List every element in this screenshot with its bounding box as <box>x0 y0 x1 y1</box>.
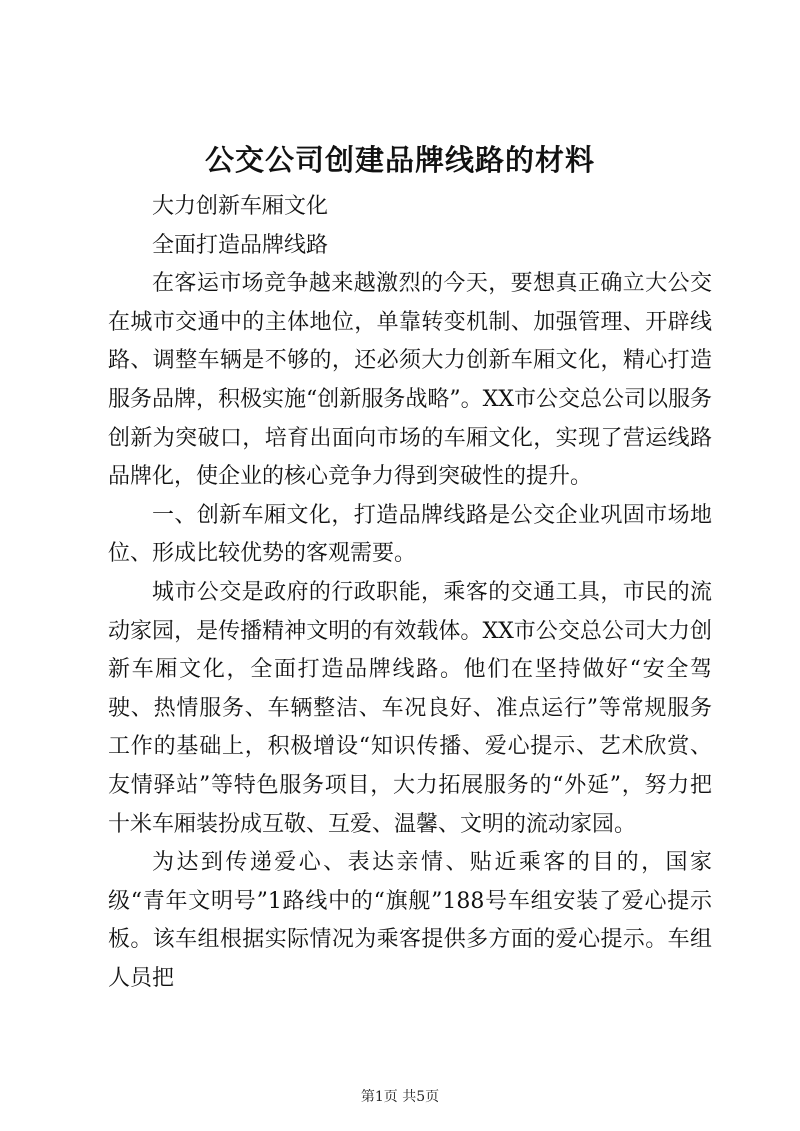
document-body <box>108 188 712 998</box>
document-title: 公交公司创建品牌线路的材料 <box>204 143 595 177</box>
body-paragraph: 在客运市场竞争越来越激烈的今天，要想真正确立大公交在城市交通中的主体地位，单靠转变机制、加强管理、开辟线路、调整车辆是不够的，还必须大力创新车厢文化，精心打造服务品牌，积极实施“创新服务战略”。XX市公交总公司以服务创新为突破口，培育出面向市场的车厢文化，实现了营运线路品牌化，使企业的核心竞争力得到突破性的提升。 <box>108 271 712 490</box>
subtitle-line-2: 全面打造品牌线路 <box>152 232 329 258</box>
body-paragraph: 为达到传递爱心、表达亲情、贴近乘客的目的，国家级“青年文明号”1路线中的“旗舰”188号车组安装了爱心提示板。该车组根据实际情况为乘客提供多方面的爱心提示。车组人员把 <box>108 850 712 991</box>
page-number-footer: 第1页 共5页 <box>360 1089 440 1105</box>
section-heading: 一、创新车厢文化，打造品牌线路是公交企业巩固市场地位、形成比较优势的客观需要。 <box>108 502 712 567</box>
body-paragraph: 城市公交是政府的行政职能，乘客的交通工具，市民的流动家园，是传播精神文明的有效载体。XX市公交总公司大力创新车厢文化，全面打造品牌线路。他们在坚持做好“安全驾驶、热情服务、车辆整洁、车况良好、准点运行”等常规服务工作的基础上，积极增设“知识传播、爱心提示、艺术欣赏、友情驿站”等特色服务项目，大力拓展服务的“外延”，努力把十米车厢装扮成互敬、互爱、温馨、文明的流动家园。 <box>108 579 712 837</box>
subtitle-line-1: 大力创新车厢文化 <box>152 194 329 219</box>
